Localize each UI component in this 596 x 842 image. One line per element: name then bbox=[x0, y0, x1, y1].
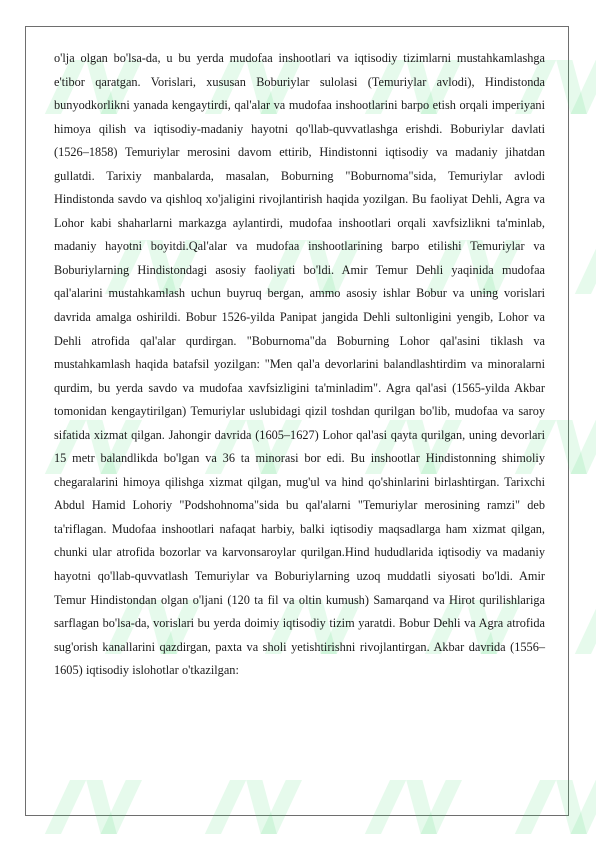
watermark-icon bbox=[575, 240, 596, 294]
document-body-text: o'lja olgan bo'lsa-da, u bu yerda mudofaa inshootlari va iqtisodiy tizimlarni mustahkamlashga e'tibor qaratgan. Vorislari, xususan Boburiylar sulolasi (Temuriylar avlodi), Hindistonda bunyodkorlikni yanada kengaytirdi, qal'alar va mudofaa inshootlarini barpo etish orqali imperiyani himoya qilish va iqtisodiy-madaniy hayotni qo'llab-quvvatlashga erishdi. Boburiylar davlati (1526–1858) Temuriylar merosini davom ettirib, Hindistonni iqtisodiy va madaniy jihatdan gullatdi. Tarixiy manbalarda, masalan, Boburning "Boburnoma"sida, Temuriylar avlodi Hindistonda savdo va qishloq xo'jaligini rivojlantirish haqida yozilgan. Bu faoliyat Dehli, Agra va Lohor kabi shaharlarni markazga aylantirdi, mudofaa inshootlari orqali xavfsizlikni ta'minlab, madaniy hayotni boyitdi.Qal'alar va mudofaa inshootlarining barpo etilishi Temuriylar va Boburiylarning Hindistondagi asosiy faoliyati bo'ldi. Amir Temur Dehli yaqinida mudofaa qal'alarini mustahkamlash uchun buyruq bergan, ammo asosiy ishlar Bobur va uning vorislari davrida amalga oshirildi. Bobur 1526-yilda Panipat jangida Dehli sultonligini yengib, Lohor va Dehli atrofida qal'alar qurdirgan. "Boburnoma"da Boburning Lohor qal'asini tiklash va mustahkamlash haqida batafsil yozilgan: "Men qal'a devorlarini balandlashtirdim va minoralarni qurdim, bu yerda savdo va mudofaa xavfsizligini ta'minladim". Agra qal'asi (1565-yilda Akbar tomonidan kengaytirilgan) Temuriylar uslubidagi qizil toshdan qurilgan bo'lib, mudofaa va saroy sifatida xizmat qilgan. Jahongir davrida (1605–1627) Lohor qal'asi qayta qurilgan, uning devorlari 15 metr balandlikda bo'lgan va 36 ta minorasi bor edi. Bu inshootlar Hindistonning shimoliy chegaralarini himoya qilishga xizmat qilgan, mug'ul va hind qo'shinlarini birlashtirgan. Tarixchi Abdul Hamid Lohoriy "Podshohnoma"sida bu qal'alarni "Temuriylar merosining ramzi" deb ta'riflagan. Mudofaa inshootlari nafaqat harbiy, balki iqtisodiy maqsadlarga ham xizmat qilgan, chunki ular atrofida bozorlar va karvonsaroylar qurilgan.Hind hududlarida iqtisodiy va madaniy hayotni qo'llab-quvvatlash Temuriylar va Boburiylarning uzoq muddatli siyosati bo'ldi. Amir Temur Hindistondan olgan o'ljani (120 ta fil va oltin kumush) Samarqand va Hirot qurilishlariga sarflagan bo'lsa-da, vorislari bu yerda doimiy iqtisodiy tizim yaratdi. Bobur Dehli va Agra atrofida sug'orish kanallarini qazdirgan, paxta va sholi yetishtirishni rivojlantirgan. Akbar davrida (1556–1605) iqtisodiy islohotlar o'tkazilgan: bbox=[54, 51, 545, 678]
watermark-icon bbox=[575, 600, 596, 654]
